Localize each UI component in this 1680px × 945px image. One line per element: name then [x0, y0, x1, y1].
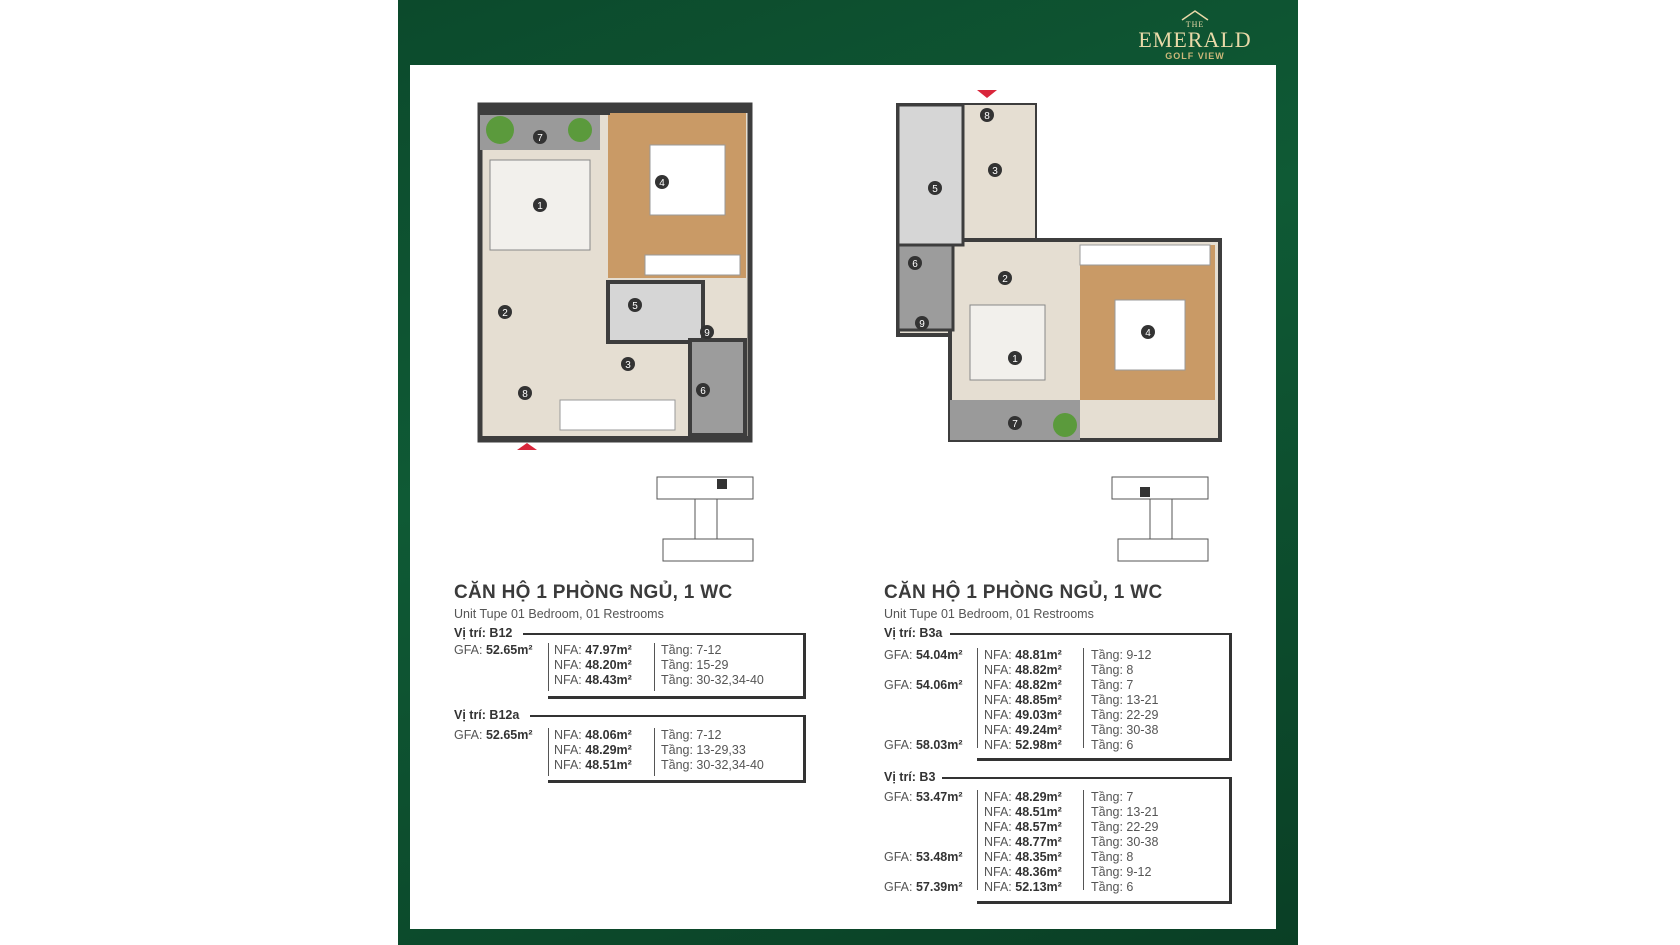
nfa-value: NFA: 48.77m²	[984, 835, 1062, 849]
separator	[1083, 648, 1084, 748]
plan-label: 5	[932, 184, 938, 195]
floor-range: Tầng: 7	[1091, 790, 1134, 804]
gfa-value: GFA: 52.65m²	[454, 643, 533, 657]
nfa-value: NFA: 47.97m²	[554, 643, 632, 657]
floor-plan-b3a	[890, 80, 1230, 460]
floor-plan-b12	[470, 100, 760, 460]
logo-the: THE	[1185, 20, 1205, 29]
plan-label: 4	[659, 178, 665, 189]
nfa-value: NFA: 48.06m²	[554, 728, 632, 742]
nfa-value: NFA: 48.43m²	[554, 673, 632, 687]
nfa-value: NFA: 49.24m²	[984, 723, 1062, 737]
nfa-value: NFA: 48.29m²	[984, 790, 1062, 804]
plan-label: 6	[700, 386, 706, 397]
separator	[977, 790, 978, 890]
plan-label: 7	[1012, 419, 1018, 430]
floor-range: Tầng: 6	[1091, 738, 1134, 752]
plan-label: 3	[625, 360, 631, 371]
separator	[654, 643, 655, 691]
floor-range: Tầng: 7	[1091, 678, 1134, 692]
nfa-value: NFA: 48.35m²	[984, 850, 1062, 864]
floor-range: Tầng: 6	[1091, 880, 1134, 894]
emerald-logo	[1120, 8, 1270, 66]
nfa-value: NFA: 48.20m²	[554, 658, 632, 672]
location-b3: Vị trí: B3	[884, 770, 936, 784]
floor-range: Tầng: 7-12	[661, 643, 722, 657]
plan-label: 7	[537, 133, 543, 144]
separator	[548, 728, 549, 776]
floor-range: Tầng: 30-32,34-40	[661, 758, 764, 772]
floor-range: Tầng: 8	[1091, 663, 1134, 677]
left-subtitle: Unit Tupe 01 Bedroom, 01 Restrooms	[454, 607, 664, 621]
floor-range: Tầng: 13-29,33	[661, 743, 746, 757]
nfa-value: NFA: 48.82m²	[984, 663, 1062, 677]
nfa-value: NFA: 48.51m²	[984, 805, 1062, 819]
plan-label: 5	[632, 301, 638, 312]
floor-range: Tầng: 9-12	[1091, 648, 1152, 662]
left-title: CĂN HỘ 1 PHÒNG NGỦ, 1 WC	[454, 582, 733, 603]
plan-label: 3	[992, 166, 998, 177]
separator	[654, 728, 655, 776]
key-plan-left	[655, 475, 755, 565]
floor-range: Tầng: 15-29	[661, 658, 729, 672]
gfa-value: GFA: 58.03m²	[884, 738, 963, 752]
floor-range: Tầng: 22-29	[1091, 820, 1159, 834]
plan-label: 9	[704, 328, 710, 339]
floor-range: Tầng: 30-38	[1091, 835, 1159, 849]
nfa-value: NFA: 48.81m²	[984, 648, 1062, 662]
plan-label: 2	[1002, 274, 1008, 285]
location-b12a: Vị trí: B12a	[454, 708, 520, 722]
separator	[548, 643, 549, 691]
nfa-value: NFA: 48.85m²	[984, 693, 1062, 707]
gfa-value: GFA: 57.39m²	[884, 880, 963, 894]
entrance-marker	[977, 90, 997, 98]
nfa-value: NFA: 48.51m²	[554, 758, 632, 772]
floor-range: Tầng: 13-21	[1091, 805, 1159, 819]
nfa-value: NFA: 49.03m²	[984, 708, 1062, 722]
nfa-value: NFA: 48.29m²	[554, 743, 632, 757]
gfa-value: GFA: 52.65m²	[454, 728, 533, 742]
plan-label: 8	[984, 111, 990, 122]
nfa-value: NFA: 48.57m²	[984, 820, 1062, 834]
location-b12: Vị trí: B12	[454, 626, 513, 640]
gfa-value: GFA: 54.04m²	[884, 648, 963, 662]
nfa-value: NFA: 52.98m²	[984, 738, 1062, 752]
plan-label: 6	[912, 259, 918, 270]
plan-label: 2	[502, 308, 508, 319]
floor-range: Tầng: 30-38	[1091, 723, 1159, 737]
location-b3a: Vị trí: B3a	[884, 626, 943, 640]
floor-range: Tầng: 8	[1091, 850, 1134, 864]
gfa-value: GFA: 54.06m²	[884, 678, 963, 692]
plan-label: 8	[522, 389, 528, 400]
logo-sub: GOLF VIEW	[1165, 51, 1225, 61]
gfa-value: GFA: 53.48m²	[884, 850, 963, 864]
gfa-value: GFA: 53.47m²	[884, 790, 963, 804]
floor-range: Tầng: 7-12	[661, 728, 722, 742]
right-title: CĂN HỘ 1 PHÒNG NGỦ, 1 WC	[884, 582, 1163, 603]
floor-range: Tầng: 22-29	[1091, 708, 1159, 722]
floor-range: Tầng: 13-21	[1091, 693, 1159, 707]
plan-label: 1	[1012, 354, 1018, 365]
nfa-value: NFA: 48.36m²	[984, 865, 1062, 879]
plan-label: 4	[1145, 328, 1151, 339]
logo-name: EMERALD	[1138, 27, 1252, 52]
floor-range: Tầng: 30-32,34-40	[661, 673, 764, 687]
nfa-value: NFA: 48.82m²	[984, 678, 1062, 692]
nfa-value: NFA: 52.13m²	[984, 880, 1062, 894]
key-plan-right	[1110, 475, 1210, 565]
plan-label: 9	[919, 319, 925, 330]
separator	[1083, 790, 1084, 890]
separator	[977, 648, 978, 748]
plan-label: 1	[537, 201, 543, 212]
floor-range: Tầng: 9-12	[1091, 865, 1152, 879]
entrance-marker	[517, 443, 537, 450]
right-subtitle: Unit Tupe 01 Bedroom, 01 Restrooms	[884, 607, 1094, 621]
